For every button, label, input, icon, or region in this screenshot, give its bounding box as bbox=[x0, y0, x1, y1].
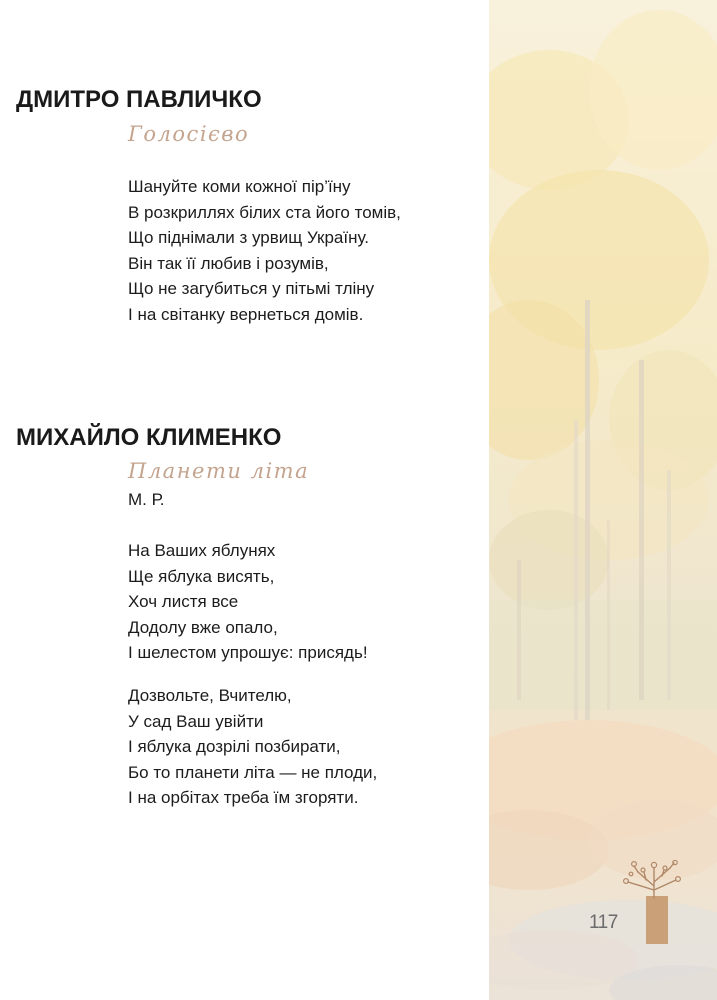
poem-stanza bbox=[128, 683, 377, 811]
poem-line: На Ваших яблунях bbox=[128, 541, 276, 560]
poem-line: Що не загубиться у пітьмі тліну bbox=[128, 279, 375, 298]
poem-line: Хоч листя все bbox=[128, 592, 239, 611]
poem-line: Шануйте коми кожної пір’їну bbox=[128, 177, 351, 196]
poem-line: І на світанку вернеться домів. bbox=[128, 304, 364, 324]
poem-stanza bbox=[128, 174, 401, 327]
poem-line: І на орбітах треба їм згоряти. bbox=[128, 788, 359, 807]
poem-line: Додолу вже опало, bbox=[128, 617, 278, 637]
author-name: ДМИТРО ПАВЛИЧКО bbox=[16, 86, 262, 113]
author-name: МИХАЙЛО КЛИМЕНКО bbox=[16, 424, 282, 451]
poem-line: І яблука дозрілі позбирати, bbox=[128, 737, 341, 756]
poem-title: Голосієво bbox=[128, 122, 250, 146]
poem-line: Що піднімали з урвищ Україну. bbox=[128, 228, 369, 247]
page-number: 117 bbox=[589, 912, 618, 933]
poem-line: І шелестом упрошує: присядь! bbox=[128, 643, 368, 662]
poem-line: У сад Ваш увійти bbox=[128, 711, 264, 731]
dedication: М. Р. bbox=[128, 490, 165, 509]
tree-icon bbox=[618, 860, 684, 944]
poem-line: Бо то планети літа — не плоди, bbox=[128, 762, 378, 782]
poem-line: В розкриллях білих ста його томів, bbox=[128, 202, 401, 222]
poem-line: Він так її любив і розумів, bbox=[128, 253, 329, 273]
poem-line: Ще яблука висять, bbox=[128, 566, 275, 586]
poem-stanza bbox=[128, 538, 368, 666]
autumn-painting-strip bbox=[489, 0, 717, 1000]
poem-title: Планети літа bbox=[128, 459, 310, 483]
poem-line: Дозвольте, Вчителю, bbox=[128, 686, 292, 705]
